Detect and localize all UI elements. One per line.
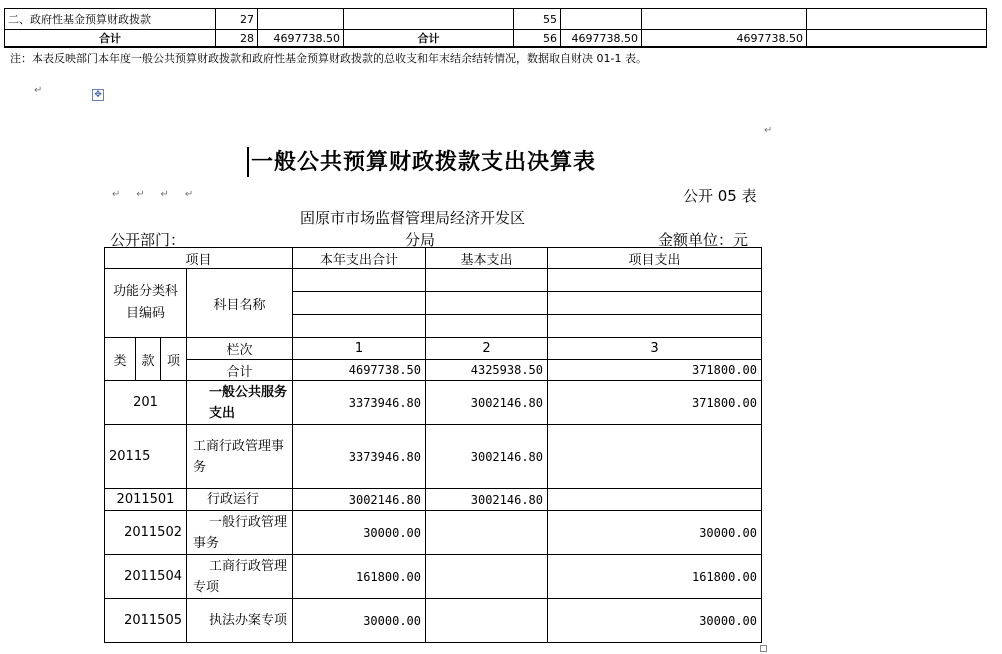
row-total: 161800.00	[293, 555, 426, 599]
top-row1-line: 27	[216, 9, 258, 30]
unit-label: 金额单位：元	[658, 231, 749, 249]
table-row	[105, 248, 762, 269]
top-row2-line2: 56	[514, 30, 561, 48]
row-basic: 3002146.80	[426, 381, 548, 425]
top-row2-amount2: 4697738.50	[561, 30, 642, 48]
col-number-2: 2	[426, 338, 548, 360]
row-name: 一般公共服务支出	[187, 381, 293, 425]
row-name: 行政运行	[187, 489, 293, 511]
sum-project: 371800.00	[548, 360, 762, 381]
row-name: 一般行政管理事务	[187, 511, 293, 555]
row-name: 工商行政管理事务	[187, 425, 293, 489]
sum-total: 4697738.50	[293, 360, 426, 381]
table-row	[105, 555, 762, 599]
paragraph-mark-icon: ↵	[34, 85, 43, 96]
header-xiang: 项	[161, 338, 187, 381]
row-code: 2011504	[105, 555, 187, 599]
row-basic: 3002146.80	[426, 425, 548, 489]
table-row	[105, 381, 762, 425]
table-note: 注：本表反映部门本年度一般公共预算财政拨款和政府性基金预算财政拨款的总收支和年末结余结转情况，数据取自财决 01-1 表。	[10, 52, 647, 65]
table-row	[5, 30, 987, 48]
row-project	[548, 425, 762, 489]
row-total: 30000.00	[293, 599, 426, 643]
row-project: 161800.00	[548, 555, 762, 599]
row-total: 3373946.80	[293, 425, 426, 489]
table-row	[105, 511, 762, 555]
table-row	[105, 269, 762, 292]
row-total: 3373946.80	[293, 381, 426, 425]
table-row	[105, 425, 762, 489]
row-basic	[426, 555, 548, 599]
row-code: 2011502	[105, 511, 187, 555]
row-name: 执法办案专项	[187, 599, 293, 643]
header-subject-name: 科目名称	[187, 269, 293, 338]
sum-basic: 4325938.50	[426, 360, 548, 381]
top-row2-amount3: 4697738.50	[642, 30, 807, 48]
top-row1-line2: 55	[514, 9, 561, 30]
table-resize-handle-icon[interactable]	[760, 645, 767, 652]
branch-label: 分局	[405, 231, 436, 249]
paragraph-mark-icon: ↵ ↵ ↵ ↵	[112, 189, 194, 200]
expenditure-table	[104, 247, 762, 643]
table-row	[5, 9, 987, 30]
paragraph-mark-icon: ↵	[764, 125, 773, 136]
row-code: 2011505	[105, 599, 187, 643]
header-func-code: 功能分类科目编码	[105, 269, 187, 338]
row-code: 20115	[105, 425, 187, 489]
header-basic: 基本支出	[426, 248, 548, 269]
table-row	[105, 360, 762, 381]
table-row	[105, 599, 762, 643]
top-row2-amount: 4697738.50	[258, 30, 344, 48]
page-title: 一般公共预算财政拨款支出决算表	[247, 147, 596, 177]
row-code: 2011501	[105, 489, 187, 511]
top-row1-label: 二、政府性基金预算财政拨款	[5, 9, 216, 30]
table-move-handle-icon[interactable]: ✥	[92, 89, 104, 101]
table-row	[105, 338, 762, 360]
row-basic: 3002146.80	[426, 489, 548, 511]
header-total: 本年支出合计	[293, 248, 426, 269]
header-col-no: 栏次	[187, 338, 293, 360]
org-name: 固原市市场监督管理局经济开发区	[300, 209, 526, 227]
header-lei: 类	[105, 338, 136, 381]
row-project: 371800.00	[548, 381, 762, 425]
table-row	[105, 489, 762, 511]
col-number-3: 3	[548, 338, 762, 360]
header-project: 项目支出	[548, 248, 762, 269]
row-basic	[426, 599, 548, 643]
dept-label: 公开部门：	[110, 231, 186, 249]
col-number-1: 1	[293, 338, 426, 360]
sum-label: 合计	[187, 360, 293, 381]
row-code: 201	[105, 381, 187, 425]
row-project: 30000.00	[548, 511, 762, 555]
row-total: 30000.00	[293, 511, 426, 555]
table-number: 公开 05 表	[683, 187, 757, 205]
row-basic	[426, 511, 548, 555]
top-row2-label: 合计	[5, 30, 216, 48]
row-project: 30000.00	[548, 599, 762, 643]
top-row2-label2: 合计	[344, 30, 514, 48]
top-row2-line: 28	[216, 30, 258, 48]
row-name: 工商行政管理专项	[187, 555, 293, 599]
row-project	[548, 489, 762, 511]
row-total: 3002146.80	[293, 489, 426, 511]
header-kuan: 款	[136, 338, 161, 381]
header-item: 项目	[105, 248, 293, 269]
top-summary-table	[4, 8, 987, 48]
